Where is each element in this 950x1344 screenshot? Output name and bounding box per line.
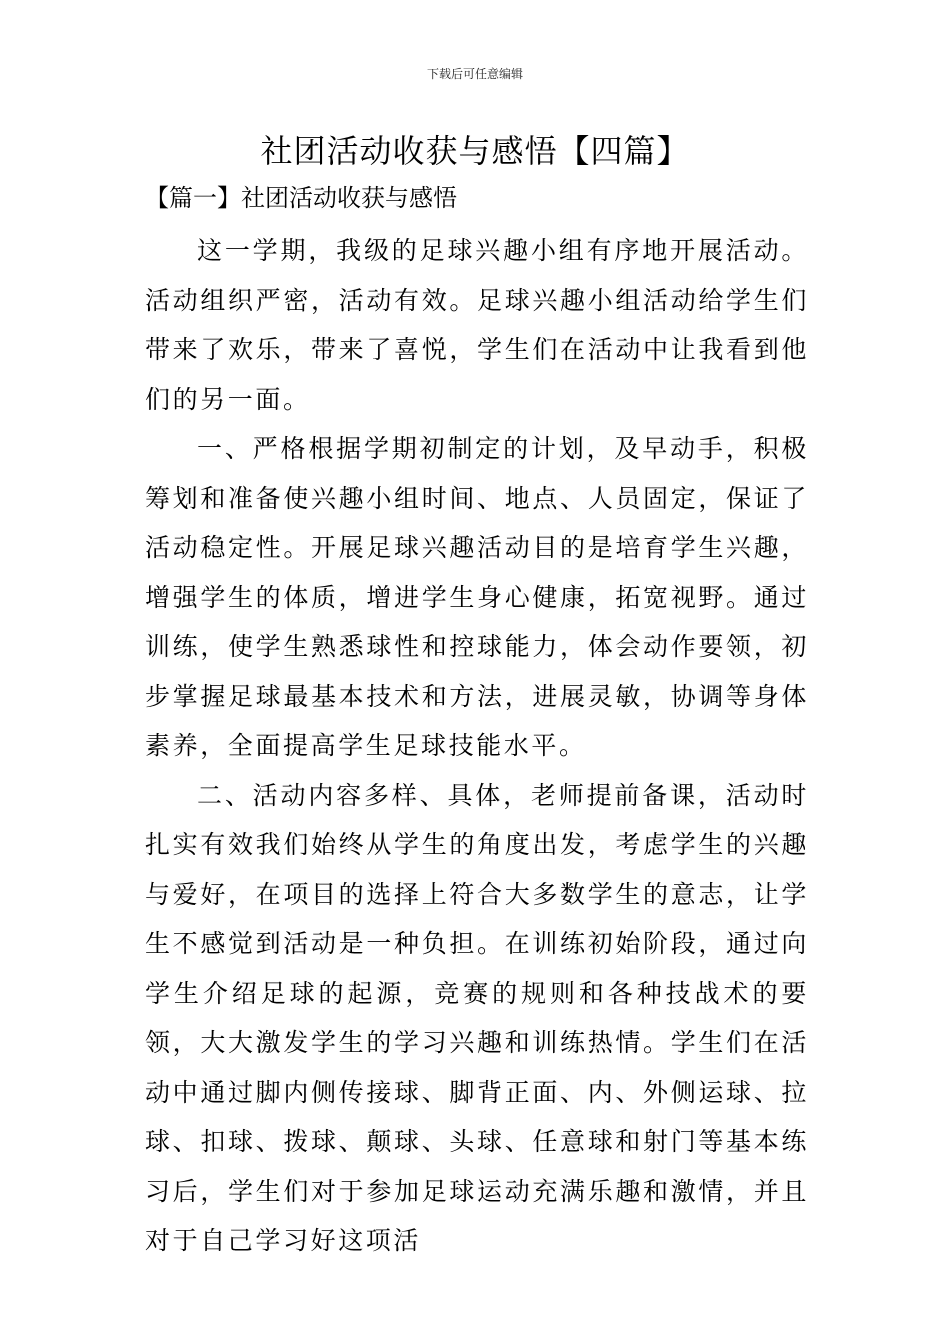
paragraph: 一、严格根据学期初制定的计划，及早动手，积极筹划和准备使兴趣小组时间、地点、人员固定，保证了活动稳定性。开展足球兴趣活动目的是培育学生兴趣，增强学生的体质，增进学生身心健康，拓宽视野。通过训练，使学生熟悉球性和控球能力，体会动作要领，初步掌握足球最基本技术和方法，进展灵敏，协调等身体素养，全面提高学生足球技能水平。 [145, 434, 809, 760]
paragraph: 二、活动内容多样、具体，老师提前备课，活动时扎实有效我们始终从学生的角度出发，考虑学生的兴趣与爱好，在项目的选择上符合大多数学生的意志，让学生不感觉到活动是一种负担。在训练初始阶段，通过向学生介绍足球的起源，竞赛的规则和各种技战术的要领，大大激发学生的学习兴趣和训练热情。学生们在活动中通过脚内侧传接球、脚背正面、内、外侧运球、拉球、扣球、拨球、颠球、头球、任意球和射门等基本练习后，学生们对于参加足球运动充满乐趣和激情，并且对于自己学习好这项活 [145, 780, 809, 1255]
section-heading: 【篇一】社团活动收获与感悟 [145, 184, 457, 212]
paragraph: 这一学期，我级的足球兴趣小组有序地开展活动。活动组织严密，活动有效。足球兴趣小组活动给学生们带来了欢乐，带来了喜悦，学生们在活动中让我看到他们的另一面。 [145, 236, 809, 414]
page-title: 社团活动收获与感悟【四篇】 [260, 132, 690, 170]
header-note: 下载后可任意编辑 [426, 67, 523, 81]
body-text [145, 226, 809, 1266]
